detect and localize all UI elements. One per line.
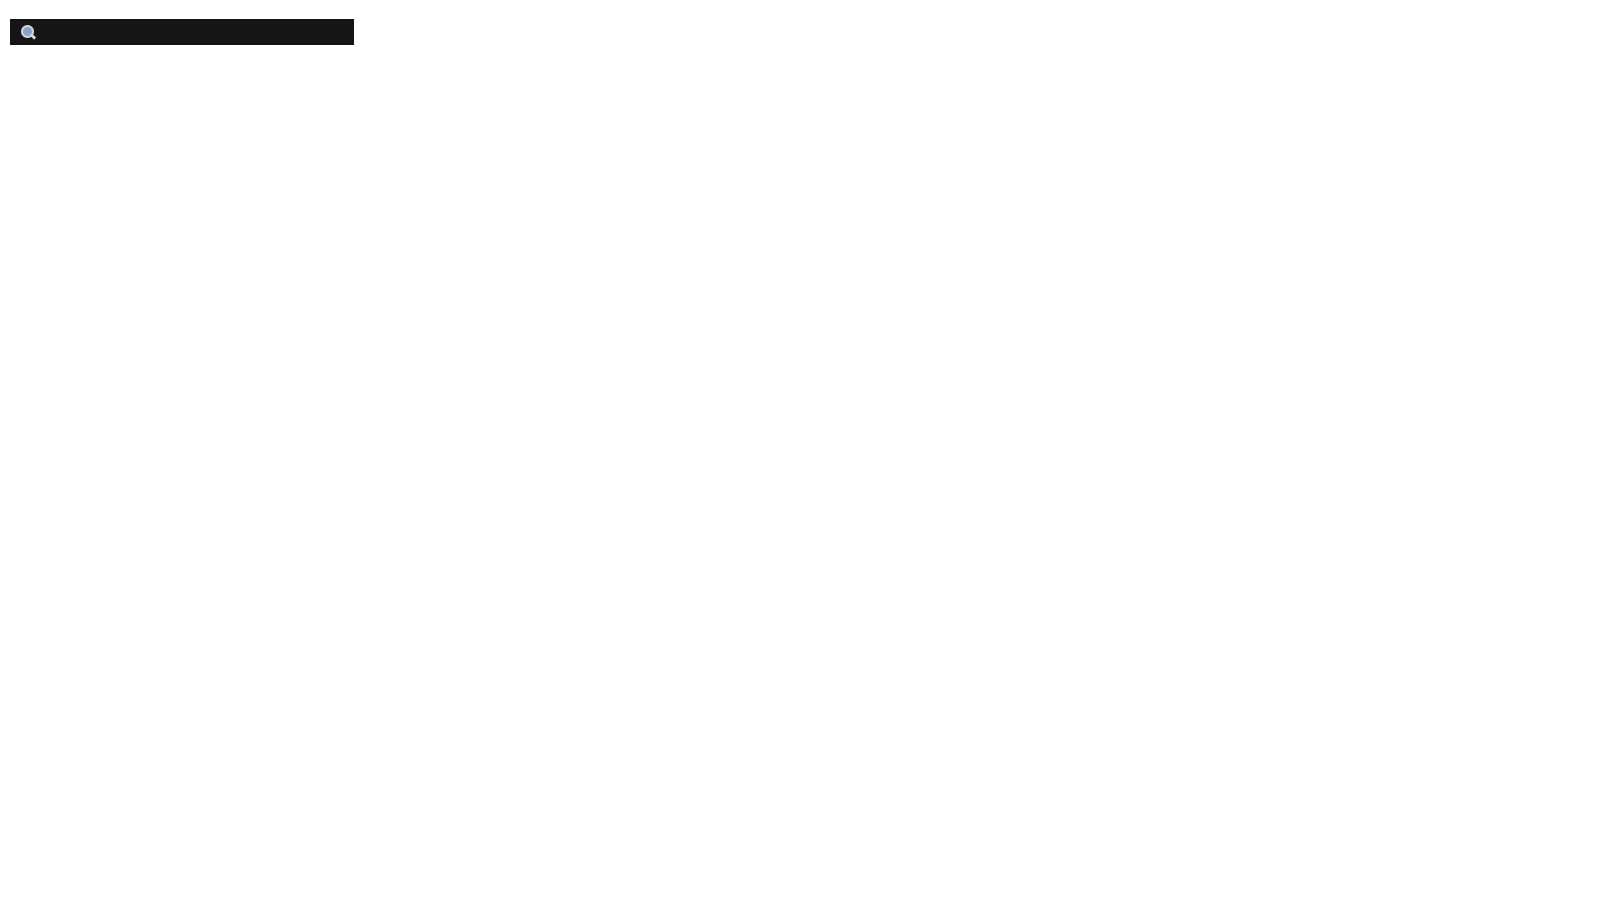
magnifier-icon <box>20 24 36 40</box>
results-title-badge <box>10 19 354 45</box>
